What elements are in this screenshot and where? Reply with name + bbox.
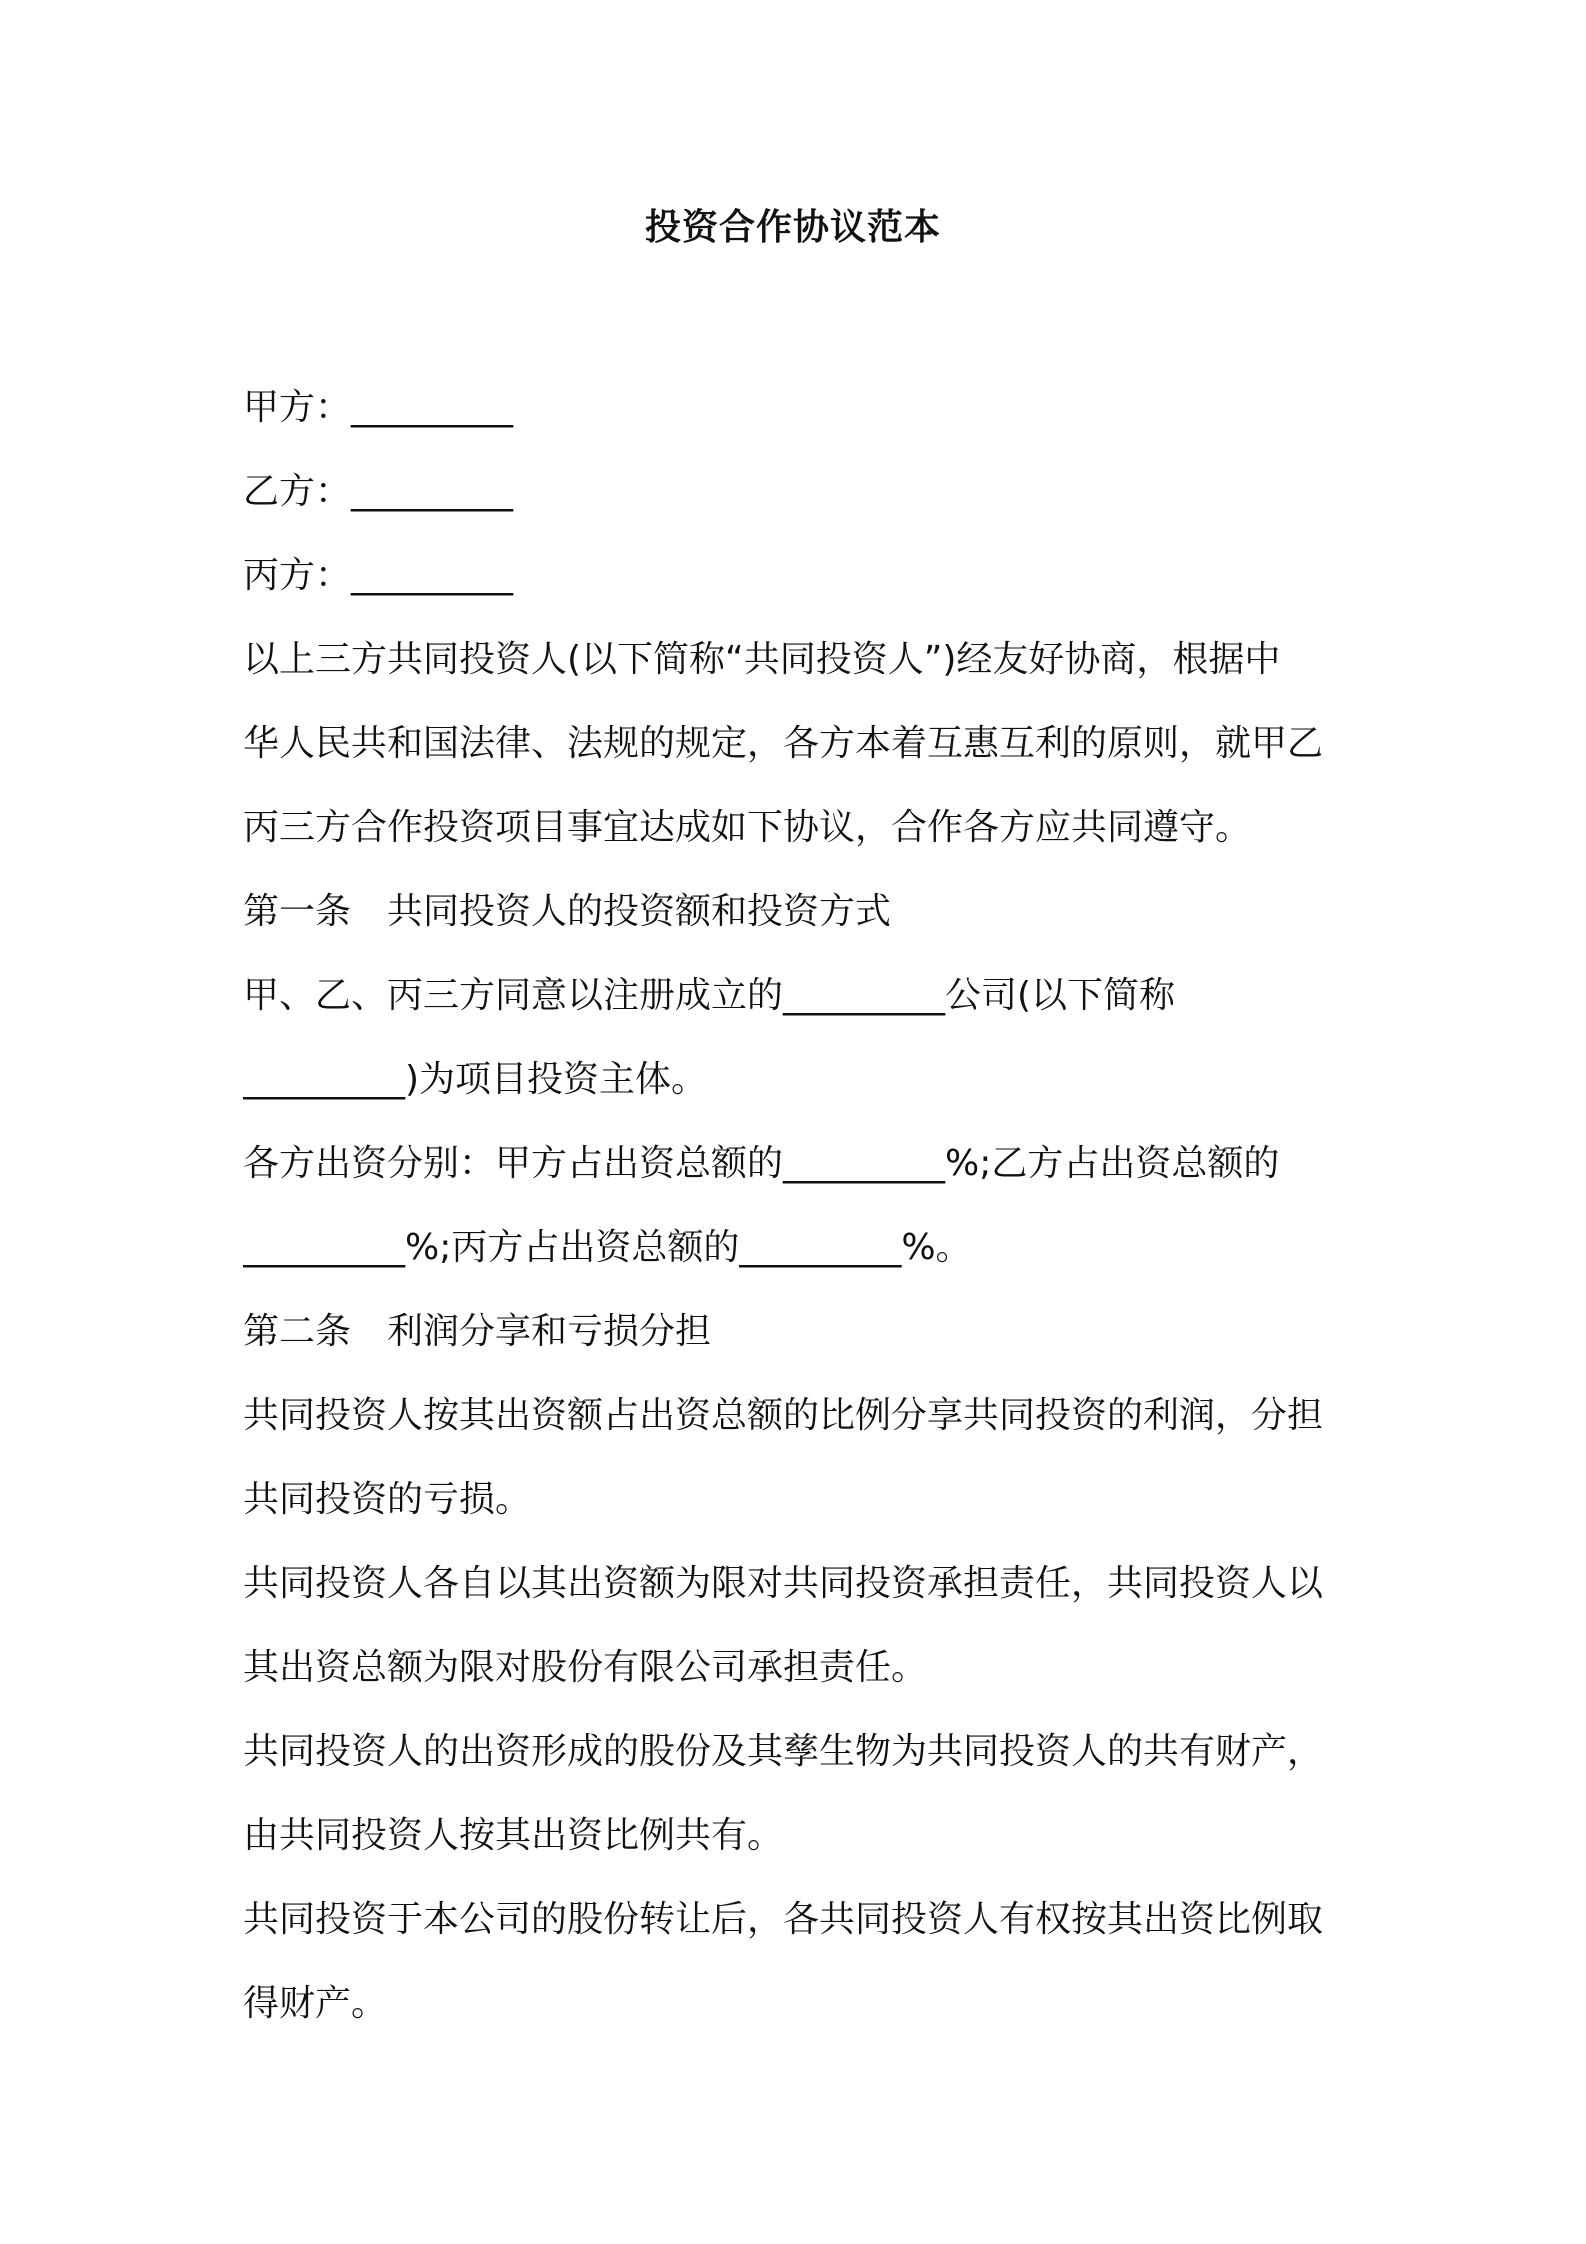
article-2-heading: 第二条 利润分享和亏损分担 — [243, 1311, 712, 1352]
party-a-line: 甲方：_________ — [243, 387, 514, 428]
article-2-line-1: 共同投资人按其出资额占出资总额的比例分享共同投资的利润，分担 — [243, 1395, 1324, 1436]
document-body — [243, 366, 1363, 2046]
article-2-line-2: 共同投资的亏损。 — [243, 1479, 532, 1520]
document-title: 投资合作协议范本 — [644, 207, 941, 248]
article-2-line-3: 共同投资人各自以其出资额为限对共同投资承担责任，共同投资人以 — [243, 1563, 1324, 1604]
preamble-line-1: 以上三方共同投资人(以下简称“共同投资人”)经友好协商，根据中 — [243, 639, 1281, 680]
article-2-line-5: 共同投资人的出资形成的股份及其孳生物为共同投资人的共有财产， — [243, 1731, 1324, 1772]
party-b-line: 乙方：_________ — [243, 471, 514, 512]
article-1-line-3: 各方出资分别：甲方占出资总额的_________%;乙方占出资总额的 — [243, 1143, 1280, 1184]
article-1-line-4: _________%;丙方占出资总额的_________%。 — [243, 1227, 972, 1268]
article-2-line-7: 共同投资于本公司的股份转让后，各共同投资人有权按其出资比例取 — [243, 1899, 1324, 1940]
article-2-line-8: 得财产。 — [243, 1983, 388, 2024]
article-1-line-1: 甲、乙、丙三方同意以注册成立的_________公司(以下简称 — [243, 975, 1176, 1016]
article-2-line-6: 由共同投资人按其出资比例共有。 — [243, 1815, 784, 1856]
preamble-line-2: 华人民共和国法律、法规的规定，各方本着互惠互利的原则，就甲乙 — [243, 723, 1324, 764]
article-1-line-2: _________)为项目投资主体。 — [243, 1059, 708, 1100]
article-1-heading: 第一条 共同投资人的投资额和投资方式 — [243, 891, 892, 932]
preamble-line-3: 丙三方合作投资项目事宜达成如下协议，合作各方应共同遵守。 — [243, 807, 1252, 848]
article-2-line-4: 其出资总额为限对股份有限公司承担责任。 — [243, 1647, 928, 1688]
party-c-line: 丙方：_________ — [243, 555, 514, 596]
